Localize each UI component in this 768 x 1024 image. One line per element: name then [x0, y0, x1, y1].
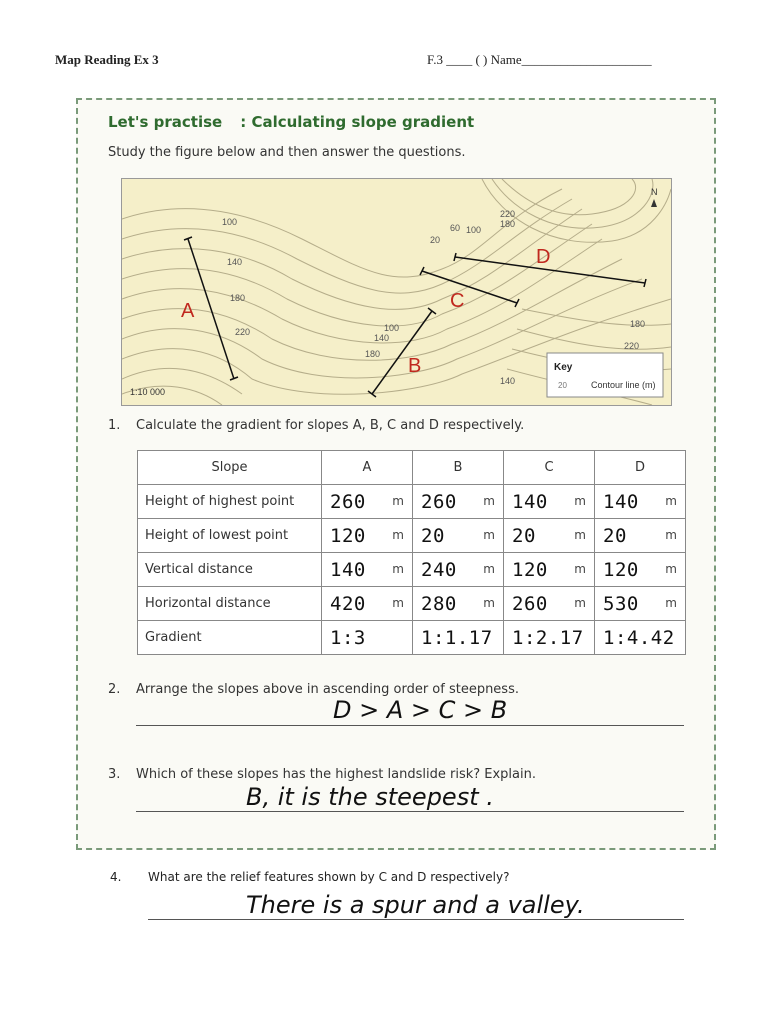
slope-label-c: C: [450, 290, 465, 312]
table-cell[interactable]: [595, 519, 686, 553]
handwritten-value: 20: [512, 525, 536, 547]
practice-title-left: Let's practise: [108, 113, 223, 131]
table-cell[interactable]: [413, 621, 504, 655]
unit-label: m: [665, 528, 677, 542]
handwritten-value: 120: [603, 559, 639, 581]
north-arrow-icon: [651, 199, 657, 207]
table-header-cell: D: [595, 451, 686, 485]
north-arrow: [651, 187, 658, 207]
slope-line-b: [372, 311, 432, 394]
handwritten-value: 140: [603, 491, 639, 513]
class-name-field: F.3 ____ ( ) Name____________________: [427, 52, 652, 67]
unit-label: m: [665, 562, 677, 576]
handwritten-value: 140: [330, 559, 366, 581]
contour-label: 100: [466, 225, 482, 235]
key-box: [547, 353, 663, 397]
contour-label: 140: [500, 376, 516, 386]
row-label: Gradient: [138, 621, 322, 655]
north-label: N: [651, 187, 658, 197]
handwritten-value: 1:2.17: [512, 627, 584, 649]
table-cell[interactable]: [322, 587, 413, 621]
handwritten-answer: There is a spur and a valley.: [246, 891, 585, 919]
question-text: Arrange the slopes above in ascending order of steepness.: [136, 682, 519, 697]
slope-table: [137, 450, 686, 655]
unit-label: m: [392, 596, 404, 610]
contour-label: 180: [500, 219, 516, 229]
table-cell[interactable]: [504, 519, 595, 553]
contour-label: 140: [374, 333, 390, 343]
row-label: Horizontal distance: [138, 587, 322, 621]
handwritten-value: 120: [512, 559, 548, 581]
handwritten-value: 260: [421, 491, 457, 513]
slope-label-b: B: [408, 355, 422, 377]
handwritten-answer: B, it is the steepest .: [246, 783, 494, 811]
handwritten-value: 1:1.17: [421, 627, 493, 649]
contour-label: 220: [624, 341, 640, 351]
practice-title: [108, 113, 474, 131]
table-cell[interactable]: [595, 621, 686, 655]
contour-label: 180: [630, 319, 646, 329]
table-row: [138, 485, 686, 519]
table-cell[interactable]: [504, 621, 595, 655]
unit-label: m: [483, 562, 495, 576]
table-header-row: [138, 451, 686, 485]
table-row: [138, 553, 686, 587]
handwritten-value: 1:3: [330, 627, 366, 649]
worksheet-title: Map Reading Ex 3: [55, 52, 159, 67]
key-description: Contour line (m): [591, 380, 656, 390]
practice-instruction: Study the figure below and then answer the questions.: [108, 145, 466, 160]
table-header-cell: A: [322, 451, 413, 485]
table-cell[interactable]: [413, 519, 504, 553]
table-cell[interactable]: [322, 485, 413, 519]
handwritten-value: 420: [330, 593, 366, 615]
table-cell[interactable]: [595, 485, 686, 519]
table-cell[interactable]: [504, 587, 595, 621]
unit-label: m: [665, 494, 677, 508]
table-cell[interactable]: [322, 621, 413, 655]
practice-title-right: : Calculating slope gradient: [240, 113, 475, 131]
table-row: [138, 519, 686, 553]
question-number: 1.: [108, 418, 121, 433]
table-header-cell: C: [504, 451, 595, 485]
handwritten-value: 20: [421, 525, 445, 547]
key-sample-label: 20: [558, 381, 567, 390]
row-label: Vertical distance: [138, 553, 322, 587]
contour-label: 60: [450, 223, 461, 233]
contour-map-figure: [122, 179, 671, 405]
unit-label: m: [483, 528, 495, 542]
slope-line-d-cap: [644, 279, 646, 287]
contour-label: 180: [230, 293, 246, 303]
table-row: [138, 587, 686, 621]
table-cell[interactable]: [413, 553, 504, 587]
question-number: 3.: [108, 767, 121, 782]
question-text: What are the relief features shown by C and D respectively?: [148, 870, 510, 884]
unit-label: m: [574, 562, 586, 576]
handwritten-value: 260: [512, 593, 548, 615]
question-text: Calculate the gradient for slopes A, B, C and D respectively.: [136, 418, 525, 433]
handwritten-value: 1:4.42: [603, 627, 675, 649]
worksheet-header: [55, 52, 715, 72]
handwritten-value: 530: [603, 593, 639, 615]
unit-label: m: [574, 494, 586, 508]
row-label: Height of lowest point: [138, 519, 322, 553]
map-key: [547, 353, 663, 397]
handwritten-value: 20: [603, 525, 627, 547]
unit-label: m: [483, 494, 495, 508]
table-cell[interactable]: [322, 553, 413, 587]
unit-label: m: [574, 596, 586, 610]
slope-label-a: A: [181, 300, 195, 322]
slope-label-d: D: [536, 246, 551, 268]
table-header-cell: Slope: [138, 451, 322, 485]
key-title: Key: [554, 362, 573, 373]
contour-label: 140: [227, 257, 243, 267]
table-cell[interactable]: [595, 587, 686, 621]
handwritten-value: 140: [512, 491, 548, 513]
unit-label: m: [574, 528, 586, 542]
unit-label: m: [392, 528, 404, 542]
slope-line-b-cap: [368, 391, 376, 397]
practice-box: [76, 98, 716, 850]
slope-line-b-cap: [428, 308, 436, 314]
unit-label: m: [665, 596, 677, 610]
table-cell[interactable]: [504, 553, 595, 587]
handwritten-answer: D > A > C > B: [333, 696, 508, 724]
table-header-cell: B: [413, 451, 504, 485]
slope-line-d-cap: [454, 253, 456, 261]
contour-label: 100: [384, 323, 400, 333]
table-cell[interactable]: [504, 485, 595, 519]
handwritten-value: 280: [421, 593, 457, 615]
contour-map: [121, 178, 672, 406]
slope-line-c: [422, 271, 517, 303]
handwritten-value: 120: [330, 525, 366, 547]
question-number: 2.: [108, 682, 121, 697]
question-text: Which of these slopes has the highest landslide risk? Explain.: [136, 767, 536, 782]
table-cell[interactable]: [413, 587, 504, 621]
table-cell[interactable]: [595, 553, 686, 587]
contour-label: 220: [500, 209, 516, 219]
contour-label: 20: [430, 235, 441, 245]
row-label: Height of highest point: [138, 485, 322, 519]
map-scale: 1:10 000: [130, 387, 166, 397]
contour-label: 180: [365, 349, 381, 359]
unit-label: m: [483, 596, 495, 610]
answer-line[interactable]: [136, 724, 684, 726]
contour-label: 220: [235, 327, 251, 337]
question-number: 4.: [110, 870, 122, 884]
unit-label: m: [392, 494, 404, 508]
table-row: [138, 621, 686, 655]
table-cell[interactable]: [413, 485, 504, 519]
table-cell[interactable]: [322, 519, 413, 553]
handwritten-value: 260: [330, 491, 366, 513]
handwritten-value: 240: [421, 559, 457, 581]
unit-label: m: [392, 562, 404, 576]
contour-label: 100: [222, 217, 238, 227]
